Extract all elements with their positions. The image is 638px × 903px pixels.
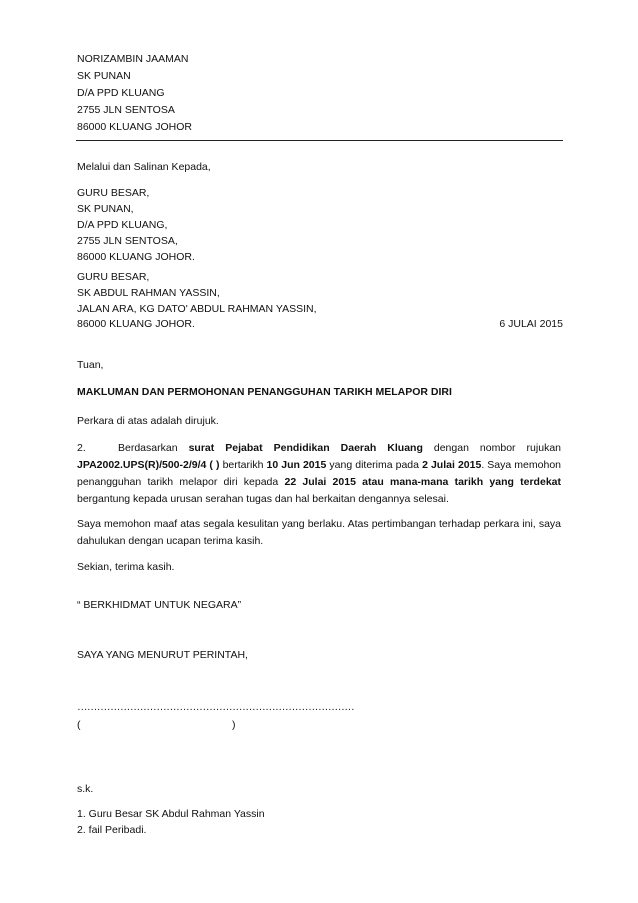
signature-name-close: ) [232,719,236,731]
recipient-line: 86000 KLUANG JOHOR. [77,251,195,263]
recipient-line: 86000 KLUANG JOHOR. [77,318,195,330]
paragraph-number: 2. [77,442,86,454]
recipient-line: SK PUNAN, [77,203,134,215]
para-text: bergantung kepada urusan serahan tugas dan hal berkaitan dengannya selesai. [77,493,449,505]
signature-line: ………………………………………………………………………… [77,701,355,713]
recipient-line: 2755 JLN SENTOSA, [77,235,178,247]
letter-reference-source: surat Pejabat Pendidikan Daerah Kluang [188,442,423,454]
recipient-line: JALAN ARA, KG DATO' ABDUL RAHMAN YASSIN, [77,303,317,315]
recipient-line: GURU BESAR, [77,187,150,199]
para-text: dengan nombor rujukan [422,442,561,454]
salutation: Tuan, [77,359,104,371]
requested-date: 22 Julai 2015 atau mana-mana tarikh yang terdekat [284,476,561,488]
sender-line: 2755 JLN SENTOSA [77,104,175,116]
via-label: Melalui dan Salinan Kepada, [77,161,211,173]
signature-name-open: ( [77,719,81,731]
letter-date-ref: 10 Jun 2015 [266,459,327,471]
sender-line: 86000 KLUANG JOHOR [77,121,192,133]
reference-line: Perkara di atas adalah dirujuk. [77,415,219,427]
para-text: bertarikh [219,459,267,471]
motto: “ BERKHIDMAT UNTUK NEGARA” [77,599,242,611]
para-text: . Saya memohon penangguhan tarikh melapor diri kepada [77,459,561,488]
cc-item: 1. Guru Besar SK Abdul Rahman Yassin [77,808,265,820]
obey-line: SAYA YANG MENURUT PERINTAH, [77,649,248,661]
sender-line: D/A PPD KLUANG [77,87,165,99]
para-text: yang diterima pada [326,459,423,471]
received-date: 2 Julai 2015 [422,459,482,471]
cc-item: 2. fail Peribadi. [77,824,147,836]
cc-label: s.k. [77,783,94,795]
paragraph-3: Saya memohon maaf atas segala kesulitan yang berlaku. Atas pertimbangan terhadap perkara ini, saya dahulukan dengan ucapan terima kasih. [77,518,561,547]
recipient-line: GURU BESAR, [77,271,150,283]
subject-title: MAKLUMAN DAN PERMOHONAN PENANGGUHAN TARIKH MELAPOR DIRI [77,386,452,398]
header-divider [76,140,563,141]
sender-line: SK PUNAN [77,70,131,82]
reference-number: JPA2002.UPS(R)/500-2/9/4 ( ) [77,459,220,471]
recipient-line: SK ABDUL RAHMAN YASSIN, [77,287,220,299]
letter-date: 6 JULAI 2015 [499,318,563,330]
recipient-line: D/A PPD KLUANG, [77,219,168,231]
paragraph-2 [77,440,561,508]
para-text: Berdasarkan [118,442,189,454]
sender-line: NORIZAMBIN JAAMAN [77,53,189,65]
closing: Sekian, terima kasih. [77,561,175,573]
